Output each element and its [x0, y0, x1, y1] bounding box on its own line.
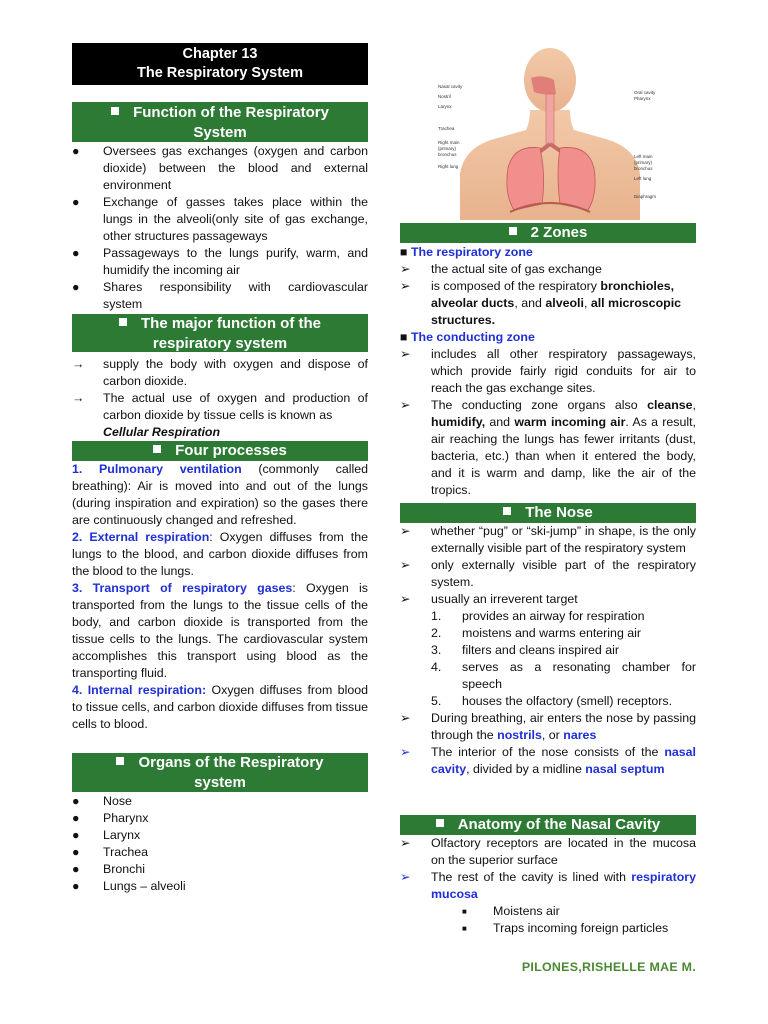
list-item: ● Lungs – alveoli: [72, 879, 186, 893]
arrowhead-icon: ➢: [400, 592, 411, 606]
bullet-icon: ●: [72, 246, 80, 260]
list-item: ➢ includes all other respiratory passageways, which provide fairly rigid conduits for air to reach the gas exchange sites.: [400, 347, 696, 395]
zones-heading: 2 Zones: [400, 223, 696, 243]
sub-list-item: ■ Traps incoming foreign particles: [462, 921, 669, 935]
anatomy-content: [400, 835, 696, 937]
arrowhead-icon: ➢: [400, 347, 411, 361]
numbered-item: 4. serves as a resonating chamber for speech: [431, 660, 696, 691]
list-item: ➢ is composed of the respiratory bronchioles, alveolar ducts, and alveoli, all microscopic structures.: [400, 279, 682, 327]
list-item: ● Exchange of gasses takes place within the lungs in the alveoli(only site of gas exchange, other structures passageways: [72, 195, 368, 243]
square-bullet-icon: [153, 445, 161, 453]
organs-list: [72, 793, 368, 895]
nose-heading: The Nose: [400, 503, 696, 523]
list-item: → supply the body with oxygen and dispose of carbon dioxide.: [72, 357, 368, 388]
arrowhead-icon: ➢: [400, 870, 411, 884]
bullet-icon: ●: [72, 280, 80, 294]
arrow-right-icon: →: [72, 391, 85, 405]
chapter-name: The Respiratory System: [136, 65, 303, 81]
list-item: ➢ During breathing, air enters the nose by passing through the nostrils, or nares: [400, 711, 696, 742]
major-function-heading: The major function of the respiratory system: [72, 314, 368, 352]
numbered-item: 5. houses the olfactory (smell) receptors.: [431, 694, 673, 708]
square-bullet-icon: [509, 227, 517, 235]
processes-list: [72, 461, 368, 733]
bullet-icon: ●: [72, 794, 80, 808]
arrowhead-icon: ➢: [400, 262, 411, 276]
respiratory-system-figure: [438, 44, 662, 220]
square-bullet-icon: [116, 757, 124, 765]
numbered-item: 3. filters and cleans inspired air: [431, 643, 620, 657]
square-bullet-icon: [503, 507, 511, 515]
author-name: PILONES,RISHELLE MAE M.: [521, 960, 696, 974]
process-item: 4. Internal respiration: Oxygen diffuses from blood to tissue cells, and carbon dioxide diffuses from tissue cells to blood.: [72, 683, 368, 731]
arrowhead-icon: ➢: [400, 398, 411, 412]
list-item: ● Trachea: [72, 845, 148, 859]
process-item: 1. Pulmonary ventilation (commonly called breathing): Air is moved into and out of the lungs (during inspiration and expiration) so the gases there are continuously changed and refreshed.: [72, 462, 368, 527]
list-item: ● Larynx: [72, 828, 141, 842]
arrowhead-icon: ➢: [400, 745, 411, 759]
zones-content: [400, 244, 696, 499]
arrowhead-icon: ➢: [400, 711, 411, 725]
major-function-list: [72, 356, 368, 441]
list-item: → The actual use of oxygen and production of carbon dioxide by tissue cells is known as Cellular Respiration: [72, 391, 368, 439]
list-item: ➢ only externally visible part of the respiratory system.: [400, 558, 696, 589]
list-item: ➢ The interior of the nose consists of the nasal cavity, divided by a midline nasal septum: [400, 745, 696, 776]
chapter-number: Chapter 13: [182, 46, 258, 62]
list-item: ➢ whether “pug” or “ski-jump” in shape, is the only externally visible part of the respiratory system: [400, 524, 696, 555]
list-item: ● Bronchi: [72, 862, 146, 876]
small-square-icon: ■: [462, 924, 467, 933]
four-processes-heading: Four processes: [72, 441, 368, 461]
organs-heading: Organs of the Respiratory system: [72, 753, 368, 792]
nose-content: [400, 523, 696, 778]
figure-label-right: Oral cavity Pharynx Left main (primary) bronchus Left lung Diaphragm: [634, 90, 657, 199]
list-item: ➢ usually an irreverent target: [400, 592, 578, 606]
bullet-icon: ●: [72, 828, 80, 842]
conducting-zone-label: ■ The conducting zone: [400, 330, 535, 344]
square-marker-icon: ■: [400, 330, 408, 344]
bullet-icon: ●: [72, 144, 80, 158]
bullet-icon: ●: [72, 811, 80, 825]
list-item: ● Oversees gas exchanges (oxygen and carbon dioxide) between the blood and external environment: [72, 144, 368, 192]
arrowhead-icon: ➢: [400, 524, 411, 538]
list-item: ● Shares responsibility with cardiovascular system: [72, 280, 368, 311]
anatomy-heading: Anatomy of the Nasal Cavity: [400, 815, 696, 835]
bullet-icon: ●: [72, 879, 80, 893]
list-item: ➢ The conducting zone organs also cleanse, humidify, and warm incoming air. As a result, air reaching the lungs has fewer irritants (dust, bacteria, etc.) than when it entered the body, and it is warm and damp, like the air of the tropics.: [400, 398, 697, 497]
list-item: ➢ The rest of the cavity is lined with respiratory mucosa: [400, 870, 696, 901]
process-item: 2. External respiration: Oxygen diffuses from the lungs to the blood, and carbon dioxide diffuses from the blood to the lungs.: [72, 530, 368, 578]
chapter-title-box: [72, 43, 368, 85]
square-marker-icon: ■: [400, 245, 408, 259]
small-square-icon: ■: [462, 907, 467, 916]
sub-list-item: ■ Moistens air: [462, 904, 560, 918]
square-bullet-icon: [119, 318, 127, 326]
figure-label-left: Nasal cavity Nostril Larynx Trachea Right main (primary) bronchus Right lung: [438, 84, 463, 169]
list-item: ● Nose: [72, 794, 132, 808]
list-item: ➢ the actual site of gas exchange: [400, 262, 602, 276]
list-item: ➢ Olfactory receptors are located in the mucosa on the superior surface: [400, 836, 696, 867]
bullet-icon: ●: [72, 845, 80, 859]
numbered-item: 2. moistens and warms entering air: [431, 626, 642, 640]
respiratory-zone-label: ■ The respiratory zone: [400, 245, 533, 259]
list-item: ● Pharynx: [72, 811, 149, 825]
arrowhead-icon: ➢: [400, 279, 411, 293]
list-item: ● Passageways to the lungs purify, warm, and humidify the incoming air: [72, 246, 368, 277]
numbered-item: 1. provides an airway for respiration: [431, 609, 645, 623]
square-bullet-icon: [111, 107, 119, 115]
function-heading: Function of the Respiratory System: [72, 102, 368, 142]
bullet-icon: ●: [72, 195, 80, 209]
process-item: 3. Transport of respiratory gases: Oxygen is transported from the lungs to the tissue cells of the body, and carbon dioxide is transported from the tissue cells to the lungs. The cardiovascular system accomplishes this transport using blood as the transporting fluid.: [72, 581, 368, 680]
arrowhead-icon: ➢: [400, 558, 411, 572]
function-list: [72, 143, 368, 313]
arrowhead-icon: ➢: [400, 836, 411, 850]
respiratory-illustration: [438, 44, 662, 220]
square-bullet-icon: [436, 819, 444, 827]
arrow-right-icon: →: [72, 357, 85, 371]
bullet-icon: ●: [72, 862, 80, 876]
